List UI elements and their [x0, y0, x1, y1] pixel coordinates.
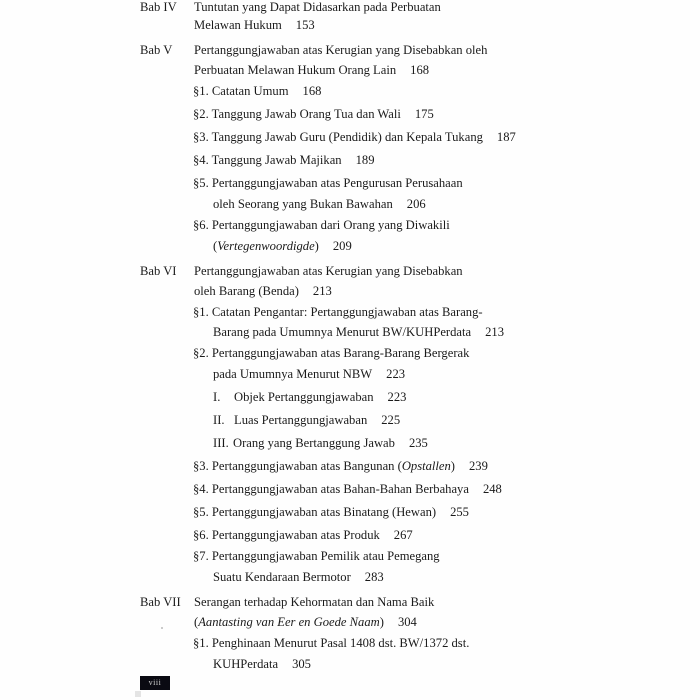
section-entry — [193, 548, 440, 564]
section-title: Pertanggungjawaban atas Produk — [211, 528, 380, 542]
subsection-number: III. — [213, 436, 229, 450]
watermark-icon — [135, 691, 141, 697]
page-number: 175 — [414, 107, 434, 121]
section-title: oleh Seorang yang Bukan Bawahan — [213, 197, 393, 211]
paren: ) — [314, 239, 319, 253]
foreign-term: Aantasting van Eer en Goede Naam — [198, 615, 380, 629]
section-number: §4. — [193, 153, 209, 167]
chapter-title — [194, 594, 434, 610]
chapter-title-line: Melawan Hukum — [194, 18, 282, 32]
page-number: 213 — [312, 284, 332, 298]
section-title: Tanggung Jawab Guru (Pendidik) dan Kepala Tukang — [211, 130, 483, 144]
section-entry — [193, 175, 463, 191]
section-number: §3. — [193, 130, 209, 144]
page-number: 223 — [386, 367, 406, 381]
page-number: 213 — [485, 325, 504, 339]
section-number: §1. — [193, 84, 209, 98]
page-number: 223 — [387, 390, 407, 404]
subsection-title: Luas Pertanggungjawaban — [234, 413, 368, 427]
page-number: 235 — [408, 436, 428, 450]
section-number: §2. — [193, 107, 209, 121]
page-number: 153 — [295, 18, 315, 32]
section-title: KUHPerdata — [213, 657, 279, 671]
section-entry-continued — [213, 324, 504, 340]
page-number: 209 — [332, 239, 352, 253]
page-number: 225 — [381, 413, 401, 427]
subsection-entry — [213, 435, 428, 451]
chapter-title-line: Serangan terhadap Kehormatan dan Nama Baik — [194, 595, 435, 609]
page-number: 283 — [364, 570, 384, 584]
chapter-title — [194, 62, 429, 78]
subsection-entry — [213, 412, 400, 428]
section-number: §4. — [193, 482, 209, 496]
section-entry — [193, 345, 469, 361]
section-title: Suatu Kendaraan Bermotor — [213, 570, 351, 584]
page-number: 189 — [355, 153, 375, 167]
chapter-title — [194, 614, 417, 630]
chapter-title — [194, 17, 315, 33]
section-number: §7. — [193, 549, 209, 563]
section-entry — [193, 129, 516, 145]
paren: ( — [213, 239, 218, 253]
chapter-label: Bab V — [140, 43, 173, 57]
chapter-label: Bab IV — [140, 0, 177, 14]
speck-mark — [161, 627, 163, 629]
section-entry — [193, 152, 374, 168]
scan-watermark — [135, 691, 195, 697]
section-entry — [193, 635, 469, 651]
section-entry-continued — [213, 569, 384, 585]
section-title: Tanggung Jawab Orang Tua dan Wali — [211, 107, 401, 121]
section-title: Pertanggungjawaban atas Pengurusan Perusahaan — [211, 176, 463, 190]
section-title: pada Umumnya Menurut NBW — [213, 367, 373, 381]
page-number: 267 — [393, 528, 413, 542]
page-number: 305 — [292, 657, 311, 671]
section-title: Pertanggungjawaban atas Bahan-Bahan Berbahaya — [211, 482, 469, 496]
chapter-title — [194, 283, 332, 299]
foreign-term: Vertegenwoordigde — [217, 239, 315, 253]
section-number: §1. — [193, 636, 209, 650]
chapter-title — [194, 42, 487, 58]
chapter-label: Bab VII — [140, 595, 181, 609]
subsection-title: Objek Pertanggungjawaban — [234, 390, 374, 404]
section-number: §3. — [193, 459, 209, 473]
section-title: Tanggung Jawab Majikan — [211, 153, 342, 167]
chapter-title-line: Tuntutan yang Dapat Didasarkan pada Perbuatan — [194, 0, 441, 14]
section-number: §1. — [193, 305, 209, 319]
chapter-title-line: Perbuatan Melawan Hukum Orang Lain — [194, 63, 397, 77]
section-number: §6. — [193, 528, 209, 542]
section-number: §2. — [193, 346, 209, 360]
page-number: 168 — [410, 63, 430, 77]
section-entry — [193, 527, 413, 543]
section-title: Pertanggungjawaban atas Binatang (Hewan) — [211, 505, 437, 519]
section-title: Barang pada Umumnya Menurut BW/KUHPerdata — [213, 325, 472, 339]
chapter-title — [194, 263, 463, 279]
section-title: Catatan Umum — [211, 84, 289, 98]
section-entry-continued — [213, 196, 426, 212]
chapter-title — [194, 0, 441, 15]
section-title: Pertanggungjawaban Pemilik atau Pemegang — [211, 549, 440, 563]
section-entry — [193, 458, 488, 474]
page-number: 239 — [469, 459, 488, 473]
subsection-number: I. — [213, 390, 221, 404]
page-number: 248 — [482, 482, 502, 496]
subsection-number: II. — [213, 413, 225, 427]
page-number: 304 — [397, 615, 417, 629]
section-entry — [193, 504, 469, 520]
section-title: Catatan Pengantar: Pertanggungjawaban atas Barang- — [211, 305, 483, 319]
paren: ) — [379, 615, 384, 629]
chapter-title-line: oleh Barang (Benda) — [194, 284, 299, 298]
section-entry-continued — [213, 366, 405, 382]
section-title: Pertanggungjawaban atas Barang-Barang Bergerak — [211, 346, 470, 360]
section-title: Pertanggungjawaban atas Bangunan ( — [211, 459, 402, 473]
foreign-term: Opstallen — [401, 459, 451, 473]
page-number: 168 — [302, 84, 322, 98]
section-entry — [193, 304, 483, 320]
section-entry — [193, 106, 434, 122]
subsection-title: Orang yang Bertanggung Jawab — [233, 436, 395, 450]
section-entry — [193, 481, 502, 497]
section-title: Pertanggungjawaban dari Orang yang Diwakili — [211, 218, 450, 232]
section-entry-continued — [213, 656, 311, 672]
subsection-entry — [213, 389, 406, 405]
section-number: §5. — [193, 176, 209, 190]
chapter-title-line: Pertanggungjawaban atas Kerugian yang Disebabkan — [194, 264, 463, 278]
chapter-label: Bab VI — [140, 264, 177, 278]
section-number: §5. — [193, 505, 209, 519]
section-entry — [193, 217, 450, 233]
paren: ) — [450, 459, 455, 473]
section-number: §6. — [193, 218, 209, 232]
section-entry-continued — [213, 238, 352, 254]
paren: ( — [194, 615, 199, 629]
folio-page-number: viii — [140, 676, 170, 690]
page-number: 206 — [406, 197, 426, 211]
section-entry — [193, 83, 321, 99]
page-number: 255 — [450, 505, 469, 519]
page-number: 187 — [496, 130, 516, 144]
chapter-title-line: Pertanggungjawaban atas Kerugian yang Disebabkan oleh — [194, 43, 488, 57]
section-title: Penghinaan Menurut Pasal 1408 dst. BW/1372 dst. — [211, 636, 470, 650]
